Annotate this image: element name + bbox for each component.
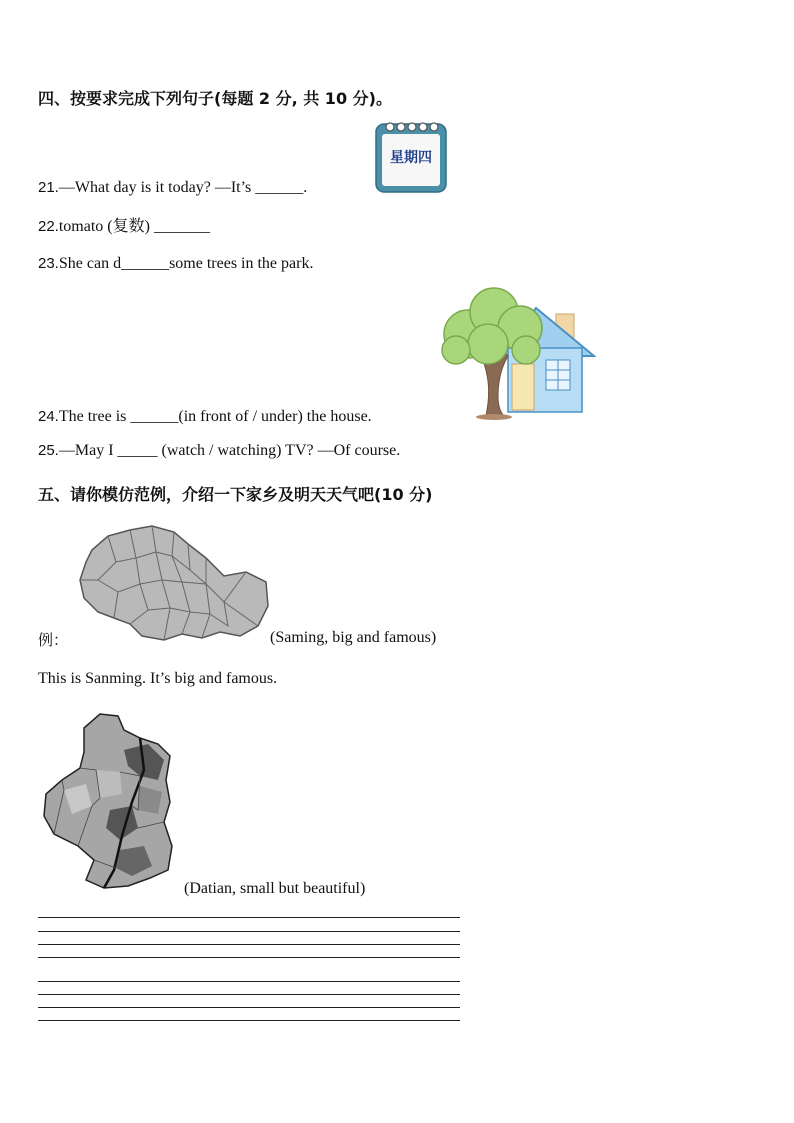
question-number: 25. — [38, 442, 59, 459]
example-hint: (Saming, big and famous) — [270, 629, 437, 646]
question-text: —What day is it today? —It’s ______. — [58, 179, 308, 196]
answer-line[interactable] — [38, 994, 460, 995]
example-label: 例： — [38, 631, 69, 649]
sanming-map-image — [78, 522, 270, 644]
answer-line[interactable] — [38, 931, 460, 932]
question-23 — [38, 255, 313, 273]
question-24 — [38, 408, 372, 426]
calendar-label: 星期四 — [390, 150, 432, 166]
answer-line[interactable] — [38, 981, 460, 982]
section-4-heading: 四、按要求完成下列句子(每题 2 分, 共 10 分)。 — [38, 89, 392, 108]
question-21 — [38, 179, 307, 197]
question-number: 24. — [38, 408, 59, 425]
question-number: 22. — [38, 218, 59, 235]
question-25 — [38, 442, 400, 460]
answer-line[interactable] — [38, 1020, 460, 1021]
question-number: 21. — [38, 179, 59, 196]
answer-line[interactable] — [38, 957, 460, 958]
example-sentence: This is Sanming. It’s big and famous. — [38, 670, 278, 687]
question-text: —May I _____ (watch / watching) TV? —Of course. — [58, 442, 401, 459]
calendar-icon — [374, 118, 448, 194]
answer-line[interactable] — [38, 917, 460, 918]
question-text: tomato (复数) _______ — [58, 218, 210, 235]
answer-line[interactable] — [38, 1007, 460, 1008]
datian-map-image — [40, 710, 180, 892]
question-22 — [38, 213, 210, 236]
section-5-heading: 五、请你模仿范例，介绍一下家乡及明天天气吧(10 分) — [38, 485, 433, 504]
question-text: She can d______some trees in the park. — [58, 255, 314, 272]
tree-house-illustration — [438, 286, 596, 420]
question-number: 23. — [38, 255, 59, 272]
task-hint: (Datian, small but beautiful) — [184, 880, 366, 897]
question-text: The tree is ______(in front of / under) the house. — [58, 408, 372, 425]
answer-line[interactable] — [38, 944, 460, 945]
